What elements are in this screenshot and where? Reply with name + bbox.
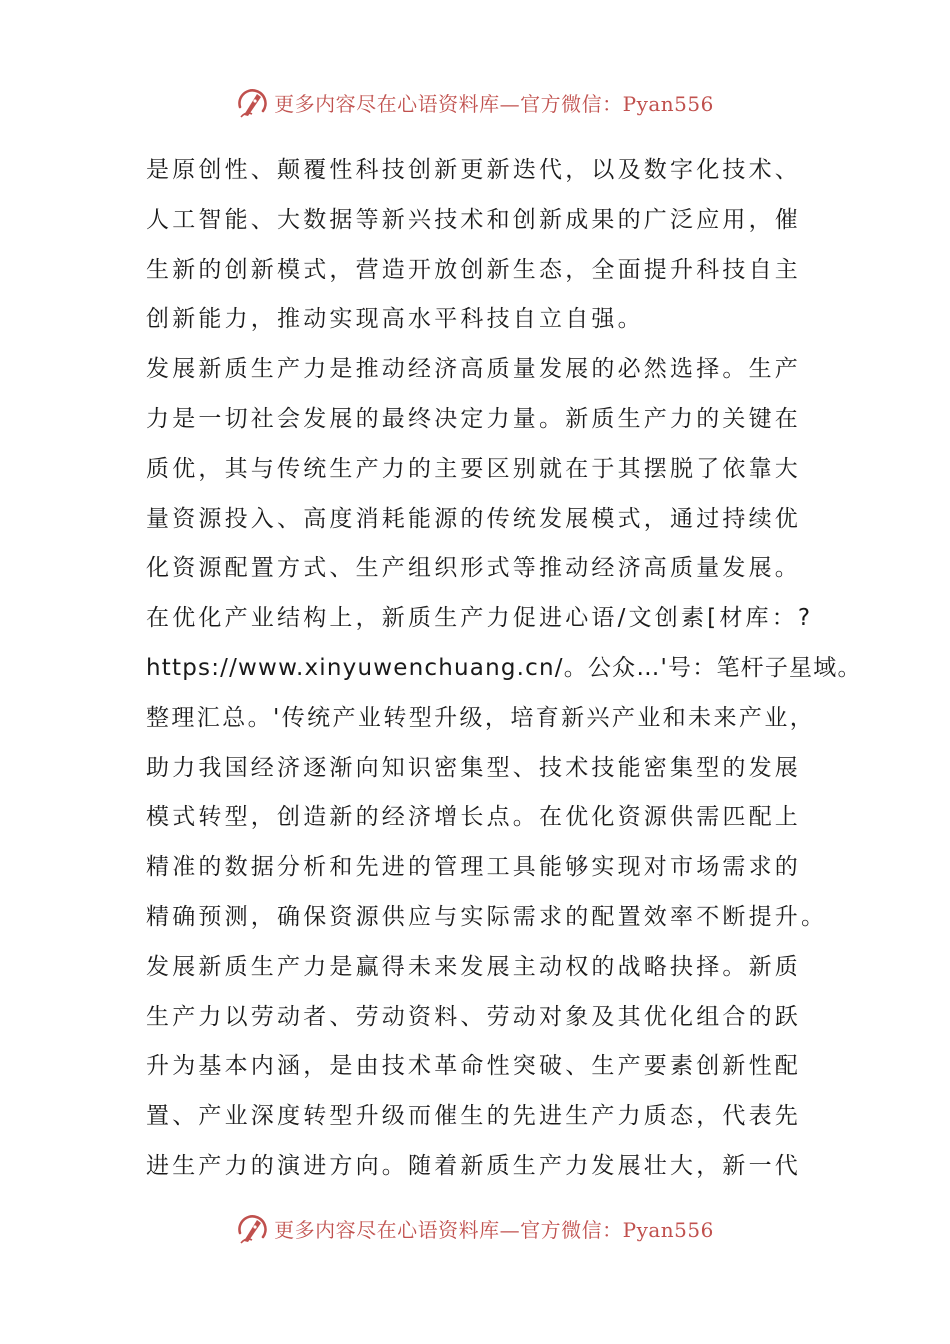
text-line: 化资源配置方式、生产组织形式等推动经济高质量发展。 xyxy=(146,555,801,582)
text-line: 整理汇总。'传统产业转型升级，培育新兴产业和未来产业， xyxy=(146,704,816,731)
text-line: 模式转型，创造新的经济增长点。在优化资源供需匹配上 xyxy=(146,804,801,831)
text-line: 升为基本内涵，是由技术革命性突破、生产要素创新性配 xyxy=(146,1053,801,1080)
text-line: 进生产力的演进方向。随着新质生产力发展壮大，新一代 xyxy=(146,1152,801,1179)
pen-nib-logo-icon xyxy=(236,85,270,119)
header-banner-text: 更多内容尽在心语资料库—官方微信：Pyan556 xyxy=(274,91,714,116)
text-line: 发展新质生产力是推动经济高质量发展的必然选择。生产 xyxy=(146,356,801,383)
text-line: 生新的创新模式，营造开放创新生态，全面提升科技自主 xyxy=(146,256,801,283)
text-line: 生产力以劳动者、劳动资料、劳动对象及其优化组合的跃 xyxy=(146,1003,801,1030)
text-line: 创新能力，推动实现高水平科技自立自强。 xyxy=(146,306,644,333)
text-line: 量资源投入、高度消耗能源的传统发展模式，通过持续优 xyxy=(146,505,801,532)
text-line: 在优化产业结构上，新质生产力促进心语/文创素[材库：? xyxy=(146,605,814,632)
header-banner xyxy=(0,82,950,122)
text-line: 置、产业深度转型升级而催生的先进生产力质态，代表先 xyxy=(146,1103,801,1130)
footer-banner-text: 更多内容尽在心语资料库—官方微信：Pyan556 xyxy=(274,1217,714,1242)
text-line: 质优，其与传统生产力的主要区别就在于其摆脱了依靠大 xyxy=(146,455,801,482)
text-line: 是原创性、颠覆性科技创新更新迭代，以及数字化技术、 xyxy=(146,157,801,183)
footer-banner xyxy=(0,1208,950,1248)
text-line: 精准的数据分析和先进的管理工具能够实现对市场需求的 xyxy=(146,854,801,881)
text-line: 助力我国经济逐渐向知识密集型、技术技能密集型的发展 xyxy=(146,754,801,781)
text-line-url: https://www.xinyuwenchuang.cn/。公众…'号：笔杆子星域。 xyxy=(146,654,862,681)
text-line: 发展新质生产力是赢得未来发展主动权的战略抉择。新质 xyxy=(146,953,801,980)
document-body xyxy=(146,146,862,1192)
text-line: 力是一切社会发展的最终决定力量。新质生产力的关键在 xyxy=(146,405,801,432)
pen-nib-logo-icon xyxy=(236,1211,270,1245)
text-line: 人工智能、大数据等新兴技术和创新成果的广泛应用，催 xyxy=(146,206,801,233)
text-line: 精确预测，确保资源供应与实际需求的配置效率不断提升。 xyxy=(146,903,828,930)
